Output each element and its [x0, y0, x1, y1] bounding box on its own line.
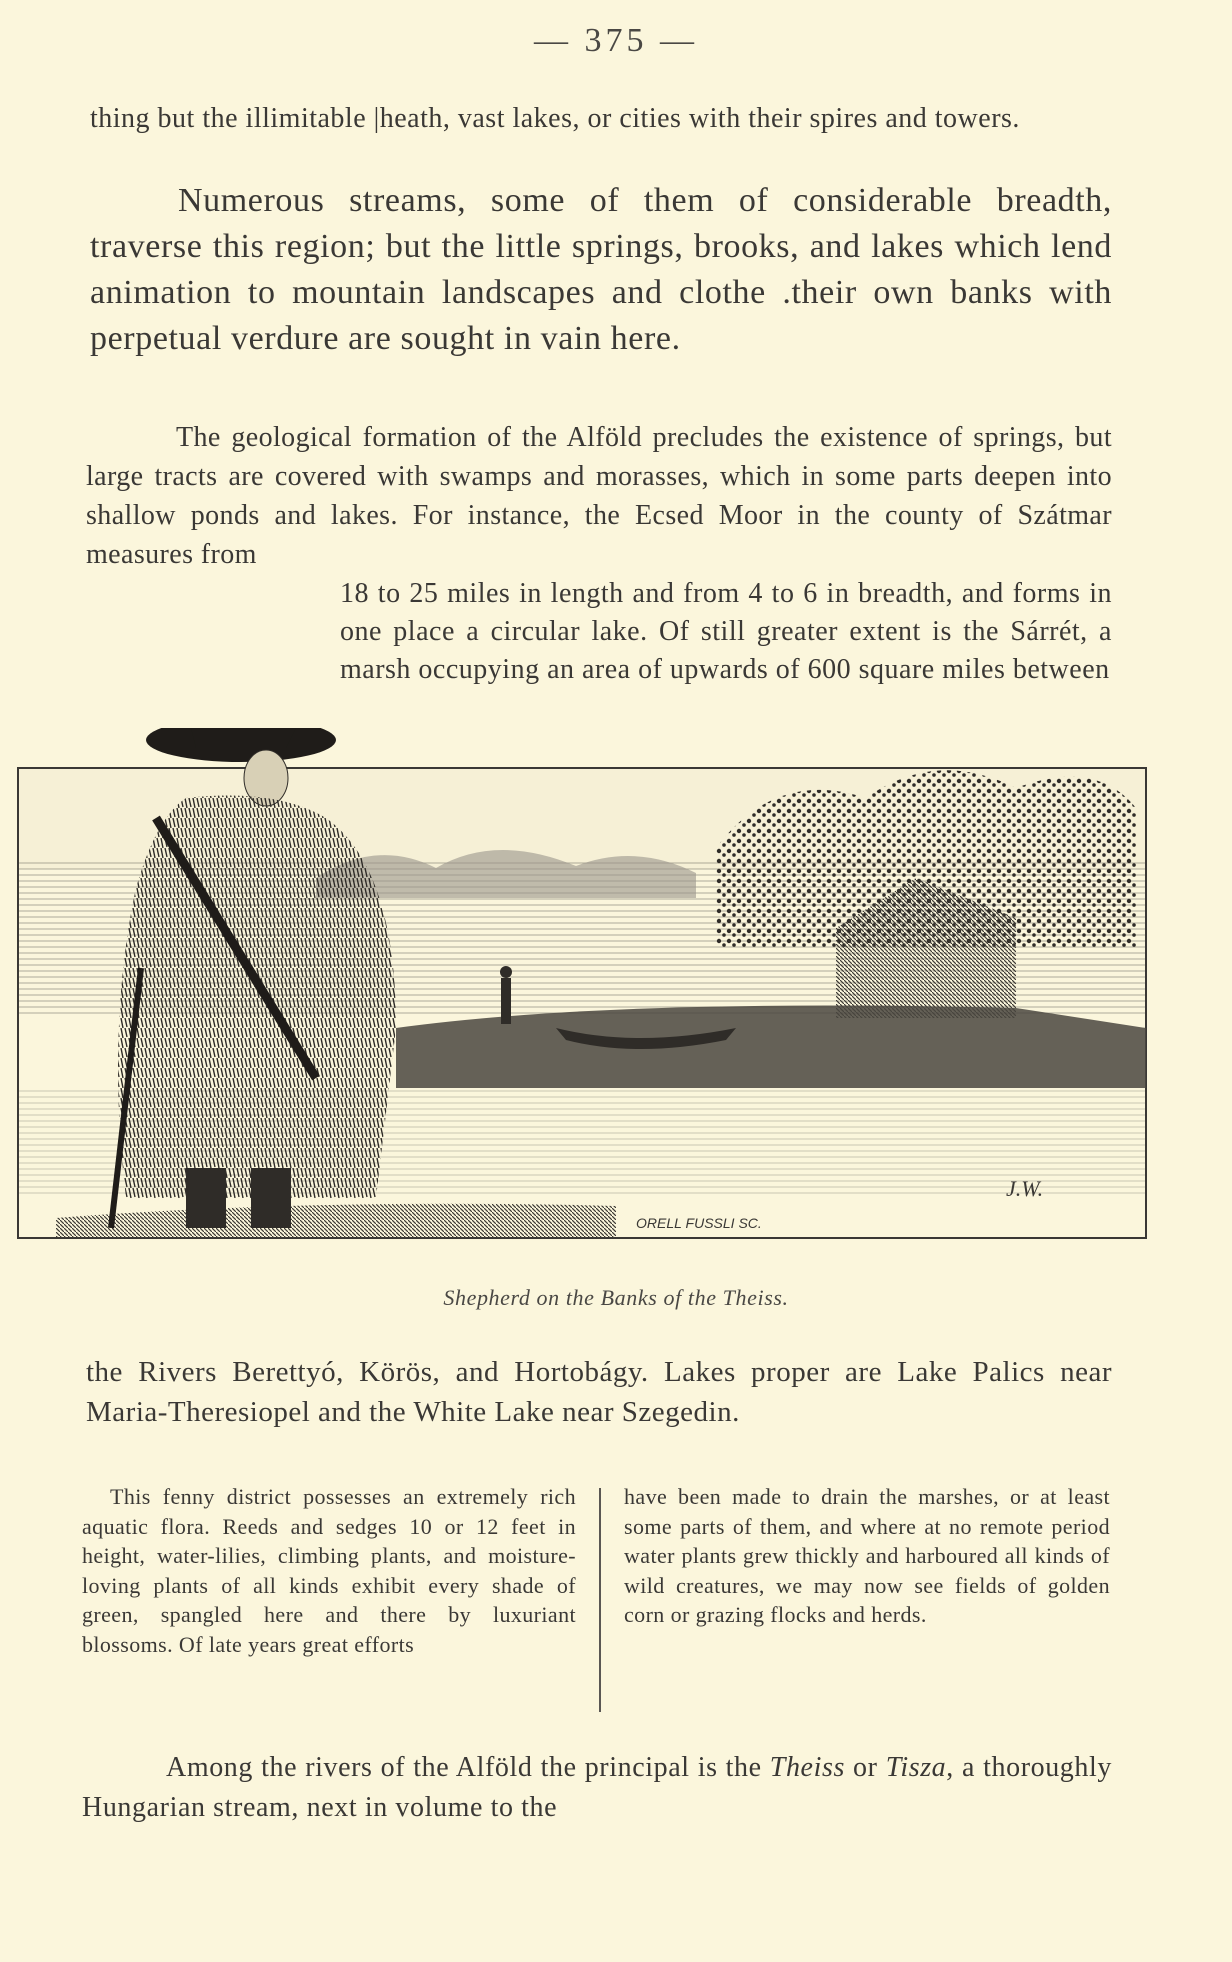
column-left: This fenny district possesses an extremely rich aquatic flora. Reeds and sedges 10 or 12 feet in height, water-lilies, climbing plants, and moisture-loving plants of all kinds exhibit every shade of green, spangled here and there by luxuriant blossoms. Of late years great efforts	[82, 1484, 576, 1657]
shepherd-illustration	[16, 728, 1156, 1248]
paragraph-geology: The geological formation of the Alföld precludes the existence of springs, but large tracts are covered with swamps and morasses, which in some parts deepen into shallow ponds and lakes. For instance, the Ecsed Moor in the county of Szátmar measures from	[86, 422, 1112, 570]
final-text-b: or	[844, 1752, 886, 1783]
paragraph-rivers: the Rivers Berettyó, Körös, and Hortobágy. Lakes proper are Lake Palics near Maria-Theresiopel and the White Lake near Szegedin.	[86, 1356, 1112, 1428]
final-text-c: , a thoroughly Hungarian stream, next in volume to the	[82, 1752, 1112, 1823]
final-text-a: Among the rivers of the Alföld the principal is the	[166, 1752, 770, 1783]
paragraph-final	[82, 1748, 1112, 1828]
artist-signature: J.W.	[1006, 1176, 1044, 1201]
term-theiss: Theiss	[769, 1752, 845, 1783]
figure-caption: Shepherd on the Banks of the Theiss.	[443, 1285, 789, 1310]
page-number: — 375 —	[534, 22, 698, 59]
paragraph-streams: Numerous streams, some of them of considerable breadth, traverse this region; but the little springs, brooks, and lakes which lend animation to mountain landscapes and clothe .their own banks with perpetual verdure are sought in vain here.	[90, 182, 1112, 357]
column-right: have been made to drain the marshes, or at least some parts of them, and where at no remote period water plants grew thickly and harboured all kinds of wild creatures, we may now see fields of golden corn or grazing flocks and herds.	[624, 1484, 1110, 1627]
paragraph-intro: thing but the illimitable |heath, vast lakes, or cities with their spires and towers.	[90, 103, 1020, 134]
column-divider	[599, 1488, 601, 1712]
paragraph-wrap-around-figure: 18 to 25 miles in length and from 4 to 6 in breadth, and forms in one place a circular lake. Of still greater extent is the Sárrét, a marsh occupying an area of upwards of 600 square miles between	[340, 578, 1112, 685]
term-tisza: Tisza	[885, 1752, 947, 1783]
engraver-credit: ORELL FUSSLI SC.	[636, 1215, 762, 1231]
